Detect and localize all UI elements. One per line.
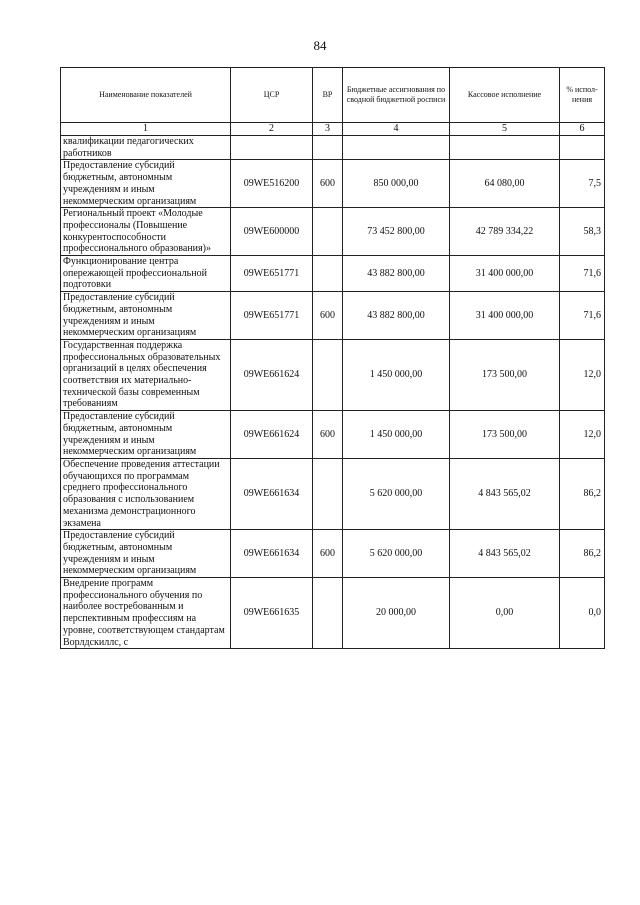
row-csr: 09WE661634 [231, 530, 313, 578]
table-row [61, 578, 605, 649]
table-row [61, 136, 605, 160]
row-name: Региональный проект «Молодые профессионалы (Повышение конкурентоспособности профессионального образования)» [61, 208, 231, 256]
row-name: Предоставление субсидий бюджетным, автономным учреждениям и иным некоммерческим организациям [61, 160, 231, 208]
row-percent: 7,5 [560, 160, 605, 208]
table-row [61, 339, 605, 410]
column-number: 3 [313, 123, 343, 136]
row-percent: 58,3 [560, 208, 605, 256]
row-name: Предоставление субсидий бюджетным, автономным учреждениям и иным некоммерческим организациям [61, 292, 231, 340]
column-number: 2 [231, 123, 313, 136]
header-cash: Кассовое исполнение [450, 68, 560, 123]
row-vr [313, 458, 343, 529]
row-vr: 600 [313, 530, 343, 578]
row-budget: 43 882 800,00 [343, 292, 450, 340]
row-vr: 600 [313, 411, 343, 459]
row-vr: 600 [313, 160, 343, 208]
header-vr: ВР [313, 68, 343, 123]
row-vr [313, 136, 343, 160]
table-row [61, 411, 605, 459]
row-budget [343, 136, 450, 160]
row-vr [313, 256, 343, 292]
row-budget: 5 620 000,00 [343, 530, 450, 578]
row-vr [313, 339, 343, 410]
row-percent: 86,2 [560, 530, 605, 578]
row-name: Государственная поддержка профессиональных образовательных организаций в целях обеспечения соответствия их материально-технической базы современным требованиям [61, 339, 231, 410]
row-budget: 1 450 000,00 [343, 411, 450, 459]
row-cash: 173 500,00 [450, 339, 560, 410]
column-number: 5 [450, 123, 560, 136]
row-cash: 31 400 000,00 [450, 292, 560, 340]
row-csr: 09WE661624 [231, 411, 313, 459]
row-budget: 43 882 800,00 [343, 256, 450, 292]
row-vr [313, 578, 343, 649]
column-number: 1 [61, 123, 231, 136]
row-percent: 71,6 [560, 292, 605, 340]
row-name: Предоставление субсидий бюджетным, автономным учреждениям и иным некоммерческим организациям [61, 411, 231, 459]
row-percent: 71,6 [560, 256, 605, 292]
row-csr: 09WE600000 [231, 208, 313, 256]
table-row [61, 458, 605, 529]
table-row [61, 160, 605, 208]
row-cash: 64 080,00 [450, 160, 560, 208]
row-name: Функционирование центра опережающей профессиональной подготовки [61, 256, 231, 292]
row-name: квалификации педагогических работников [61, 136, 231, 160]
header-percent: % испол-нения [560, 68, 605, 123]
row-csr: 09WE651771 [231, 292, 313, 340]
table-row [61, 292, 605, 340]
row-cash: 173 500,00 [450, 411, 560, 459]
header-row [61, 68, 605, 123]
row-budget: 5 620 000,00 [343, 458, 450, 529]
row-cash: 31 400 000,00 [450, 256, 560, 292]
row-name: Внедрение программ профессионального обучения по наиболее востребованным и перспективным профессиям на уровне, соответствующем стандартам Ворлдскиллс, с [61, 578, 231, 649]
header-budget: Бюджетные ассигнования по сводной бюджетной росписи [343, 68, 450, 123]
table-row [61, 256, 605, 292]
row-percent: 86,2 [560, 458, 605, 529]
row-cash: 0,00 [450, 578, 560, 649]
row-name: Предоставление субсидий бюджетным, автономным учреждениям и иным некоммерческим организациям [61, 530, 231, 578]
row-budget: 20 000,00 [343, 578, 450, 649]
row-cash [450, 136, 560, 160]
row-budget: 850 000,00 [343, 160, 450, 208]
row-csr [231, 136, 313, 160]
row-percent [560, 136, 605, 160]
row-budget: 73 452 800,00 [343, 208, 450, 256]
row-csr: 09WE661634 [231, 458, 313, 529]
row-vr [313, 208, 343, 256]
row-name: Обеспечение проведения аттестации обучающихся по программам среднего профессионального образования с использованием механизма демонстрационного экзамена [61, 458, 231, 529]
row-percent: 12,0 [560, 339, 605, 410]
table-row [61, 208, 605, 256]
row-csr: 09WE661624 [231, 339, 313, 410]
header-csr: ЦСР [231, 68, 313, 123]
row-cash: 42 789 334,22 [450, 208, 560, 256]
row-cash: 4 843 565,02 [450, 458, 560, 529]
row-budget: 1 450 000,00 [343, 339, 450, 410]
row-percent: 0,0 [560, 578, 605, 649]
column-number: 4 [343, 123, 450, 136]
row-vr: 600 [313, 292, 343, 340]
header-name: Наименование показателей [61, 68, 231, 123]
row-csr: 09WE651771 [231, 256, 313, 292]
table-row [61, 530, 605, 578]
budget-table [60, 67, 605, 649]
column-number: 6 [560, 123, 605, 136]
row-percent: 12,0 [560, 411, 605, 459]
row-cash: 4 843 565,02 [450, 530, 560, 578]
column-numbers-row [61, 123, 605, 136]
row-csr: 09WE516200 [231, 160, 313, 208]
row-csr: 09WE661635 [231, 578, 313, 649]
page-number: 84 [313, 38, 327, 53]
